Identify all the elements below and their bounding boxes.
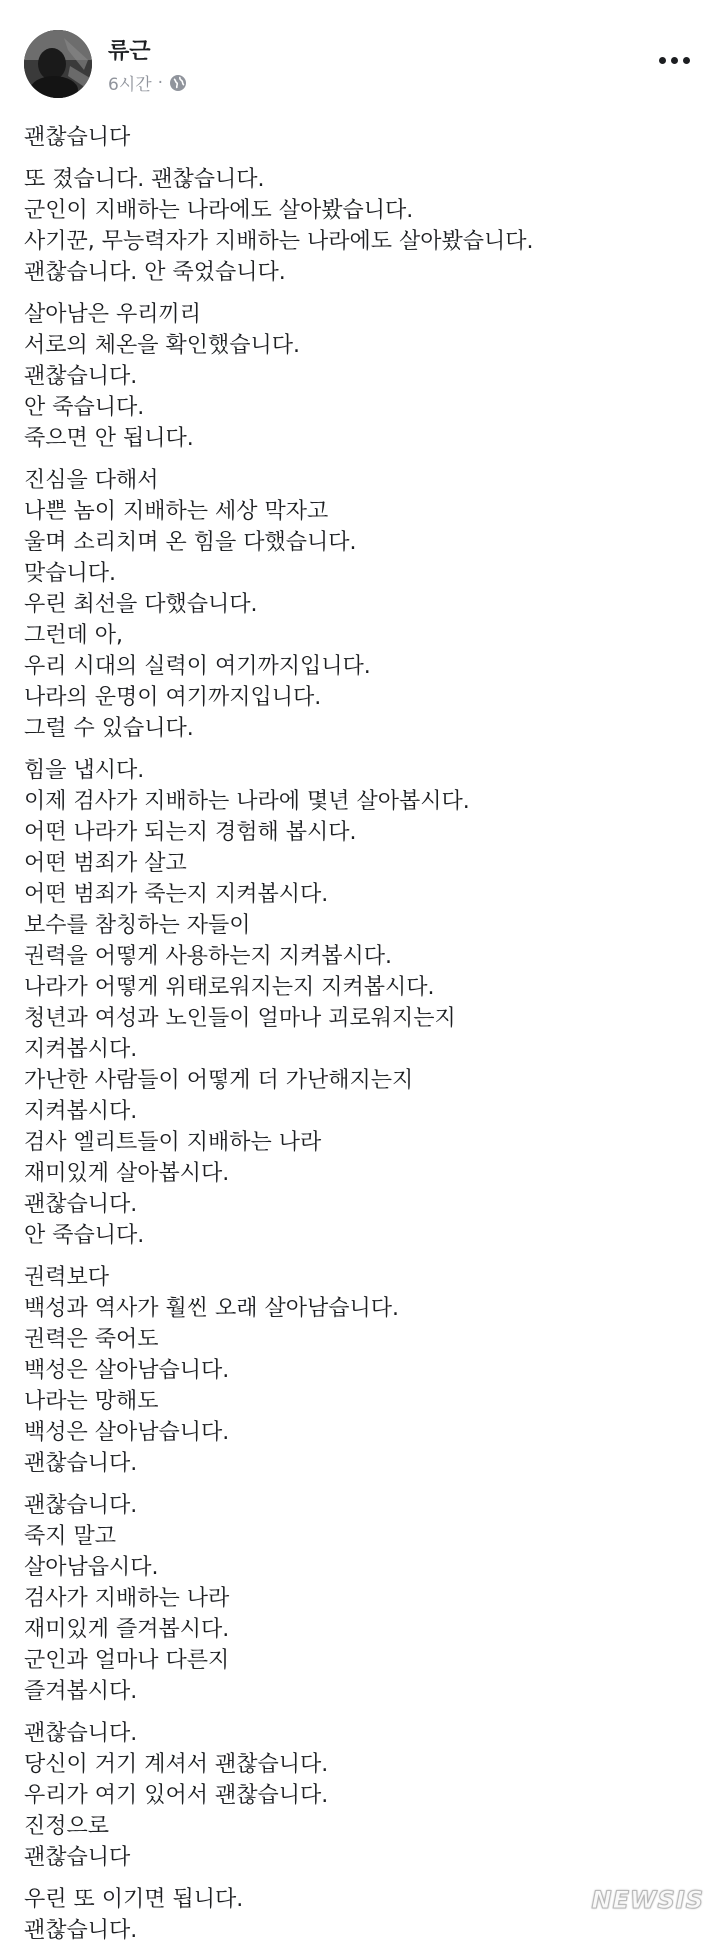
post-paragraph xyxy=(24,755,696,1251)
post-text-line: 그런데 아, xyxy=(24,623,123,648)
post-text-line: 진정으로 xyxy=(24,1814,110,1839)
post-time[interactable]: 6시간 xyxy=(108,75,152,95)
post-text-line: 괜찮습니다 xyxy=(24,125,131,150)
post-text-line: 검사 엘리트들이 지배하는 나라 xyxy=(24,1130,322,1155)
avatar[interactable] xyxy=(24,30,92,98)
post-text-line: 즐겨봅시다. xyxy=(24,1679,138,1704)
post-text-line: 안 죽습니다. xyxy=(24,395,145,420)
post-text-line: 죽지 말고 xyxy=(24,1524,117,1549)
author-name[interactable]: 류근 xyxy=(108,39,151,64)
more-dot xyxy=(659,57,666,64)
post-text-line: 백성은 살아남습니다. xyxy=(24,1420,230,1445)
post-text-line: 우리 시대의 실력이 여기까지입니다. xyxy=(24,654,371,679)
post-text-line: 괜찮습니다. xyxy=(24,1721,138,1746)
post-text-line: 살아남은 우리끼리 xyxy=(24,302,202,327)
post-paragraph xyxy=(24,1262,696,1479)
post-text-line: 서로의 체온을 확인했습니다. xyxy=(24,333,301,358)
post-paragraph xyxy=(24,1718,696,1873)
meta-separator: · xyxy=(157,72,164,93)
post-meta xyxy=(108,70,187,95)
post-text-line: 나라는 망해도 xyxy=(24,1389,159,1414)
post-paragraph xyxy=(24,299,696,454)
post-text-line: 권력을 어떻게 사용하는지 지켜봅시다. xyxy=(24,944,393,969)
post-text-line: 권력보다 xyxy=(24,1265,110,1290)
post-text-line: 청년과 여성과 노인들이 얼마나 괴로워지는지 xyxy=(24,1006,456,1031)
post-text-line: 괜찮습니다. xyxy=(24,1192,138,1217)
post-text-line: 괜찮습니다. xyxy=(24,364,138,389)
avatar-photo xyxy=(24,30,92,98)
post-text-line: 우리가 여기 있어서 괜찮습니다. xyxy=(24,1783,329,1808)
post-text-line: 나라가 어떻게 위태로워지는지 지켜봅시다. xyxy=(24,975,435,1000)
post-text-line: 군인이 지배하는 나라에도 살아봤습니다. xyxy=(24,198,414,223)
post-text-line: 어떤 범죄가 살고 xyxy=(24,851,187,876)
watermark-logo: NEWSIS xyxy=(591,1886,704,1914)
post-text-line: 괜찮습니다. 안 죽었습니다. xyxy=(24,260,286,285)
post-text-line: 재미있게 살아봅시다. xyxy=(24,1161,230,1186)
post-text-line: 지켜봅시다. xyxy=(24,1037,138,1062)
post-paragraph xyxy=(24,1490,696,1707)
post-text-line: 울며 소리치며 온 힘을 다했습니다. xyxy=(24,530,357,555)
post-text-line: 사기꾼, 무능력자가 지배하는 나라에도 살아봤습니다. xyxy=(24,229,534,254)
post-text-line: 죽으면 안 됩니다. xyxy=(24,426,194,451)
post-text-line: 힘을 냅시다. xyxy=(24,758,145,783)
post-text-line: 안 죽습니다. xyxy=(24,1223,145,1248)
post-text-line: 재미있게 즐겨봅시다. xyxy=(24,1617,230,1642)
post-text-line: 괜찮습니다. xyxy=(24,1451,138,1476)
post-text-line: 백성과 역사가 훨씬 오래 살아남습니다. xyxy=(24,1296,399,1321)
post-paragraph xyxy=(24,164,696,288)
more-dot xyxy=(683,57,690,64)
post-paragraph xyxy=(24,122,696,153)
post-text-line: 우린 또 이기면 됩니다. xyxy=(24,1887,244,1912)
post-text-line: 괜찮습니다 xyxy=(24,1845,131,1870)
post-text-line: 또 졌습니다. 괜찮습니다. xyxy=(24,167,265,192)
post-paragraph xyxy=(24,465,696,744)
post-text-line: 검사가 지배하는 나라 xyxy=(24,1586,230,1611)
post-text-line: 나라의 운명이 여기까지입니다. xyxy=(24,685,322,710)
post-text-line: 지켜봅시다. xyxy=(24,1099,138,1124)
more-options-icon[interactable] xyxy=(656,50,692,70)
post-header xyxy=(24,30,696,106)
post-text-line: 군인과 얼마나 다른지 xyxy=(24,1648,230,1673)
more-dot xyxy=(671,57,678,64)
post-text-line: 보수를 참칭하는 자들이 xyxy=(24,913,251,938)
post-text-line: 괜찮습니다. xyxy=(24,1918,138,1943)
post-text-line: 우린 최선을 다했습니다. xyxy=(24,592,258,617)
post-body xyxy=(24,122,696,1957)
post-text-line: 맞습니다. xyxy=(24,561,117,586)
post-text-line: 괜찮습니다. xyxy=(24,1493,138,1518)
globe-icon xyxy=(169,74,187,92)
post-text-line: 가난한 사람들이 어떻게 더 가난해지는지 xyxy=(24,1068,414,1093)
post-text-line: 진심을 다해서 xyxy=(24,468,159,493)
post-text-line: 나쁜 놈이 지배하는 세상 막자고 xyxy=(24,499,329,524)
post-text-line: 당신이 거기 계셔서 괜찮습니다. xyxy=(24,1752,329,1777)
post-text-line: 어떤 나라가 되는지 경험해 봅시다. xyxy=(24,820,357,845)
post-text-line: 살아남읍시다. xyxy=(24,1555,159,1580)
post-text-line: 권력은 죽어도 xyxy=(24,1327,159,1352)
post-text-line: 그럴 수 있습니다. xyxy=(24,716,194,741)
post-text-line: 백성은 살아남습니다. xyxy=(24,1358,230,1383)
post-text-line: 이제 검사가 지배하는 나라에 몇년 살아봅시다. xyxy=(24,789,470,814)
post-text-line: 어떤 범죄가 죽는지 지켜봅시다. xyxy=(24,882,329,907)
